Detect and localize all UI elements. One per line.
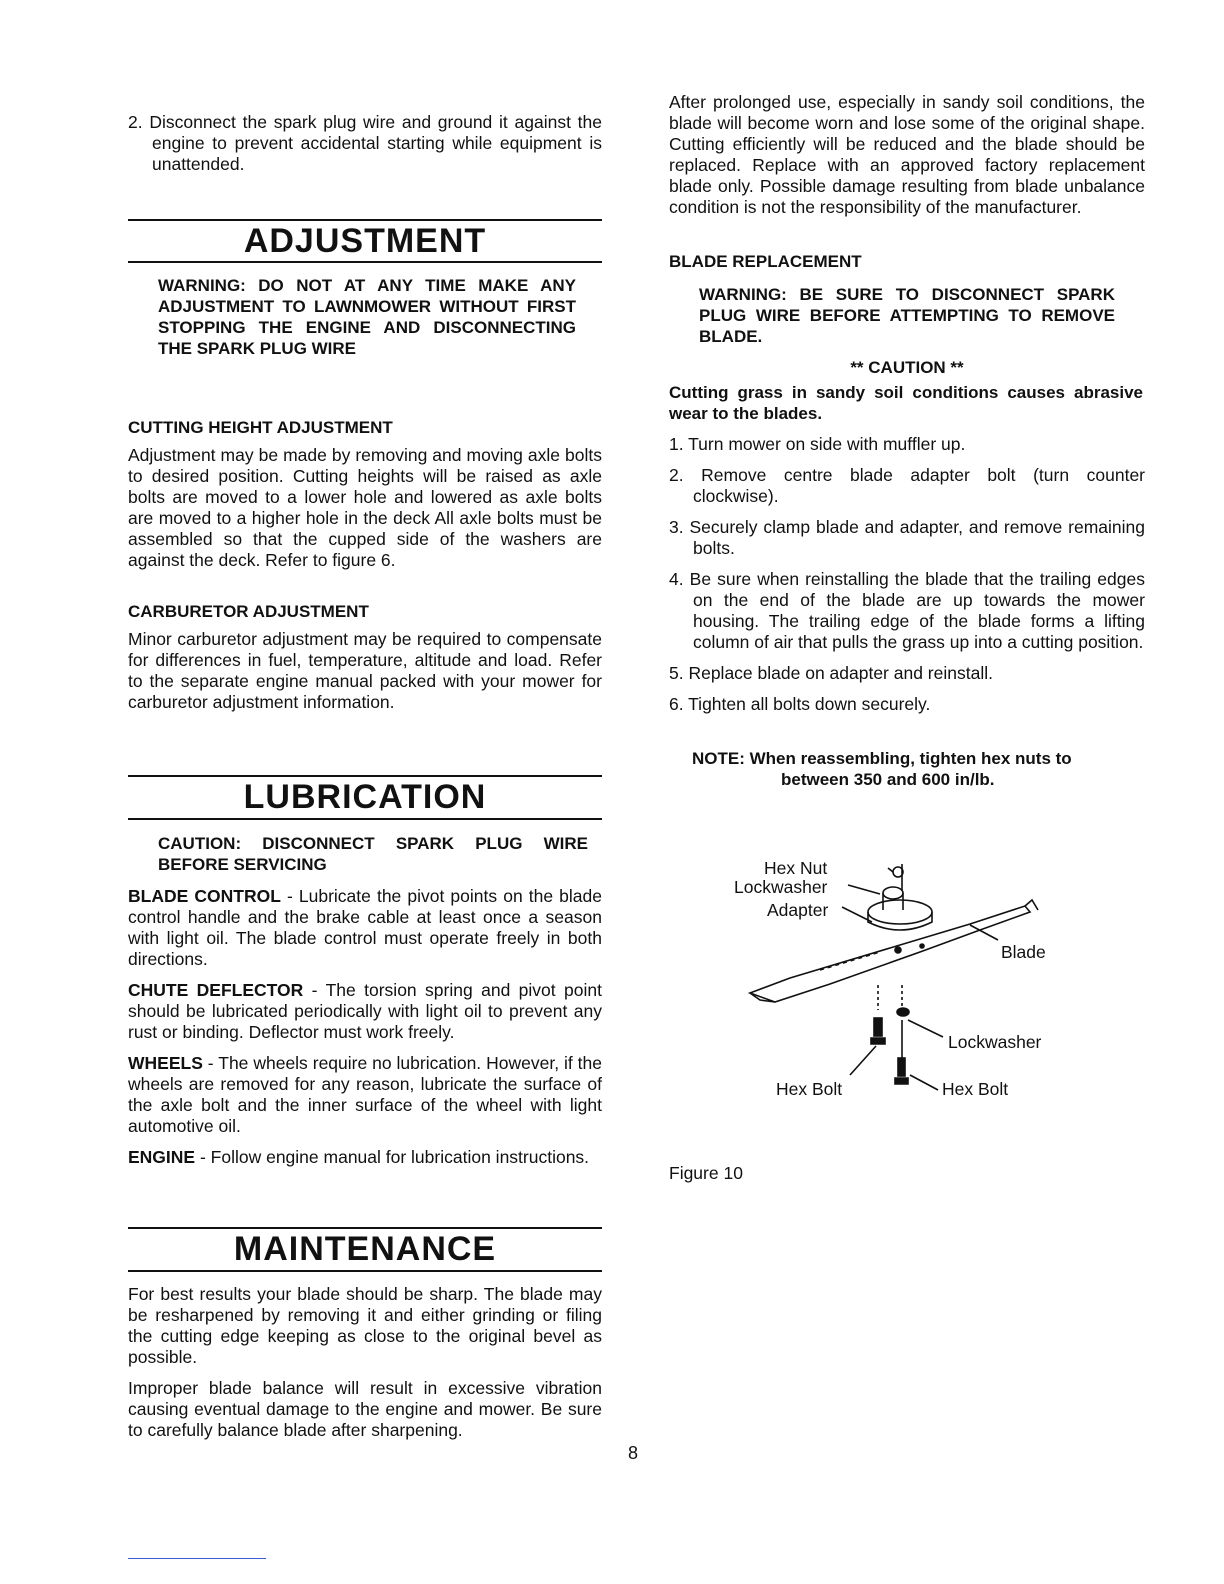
- carburetor-heading: CARBURETOR ADJUSTMENT: [128, 602, 369, 621]
- blade-replacement-heading: BLADE REPLACEMENT: [669, 252, 862, 271]
- adjustment-heading: ADJUSTMENT: [243, 222, 487, 260]
- adjustment-bottom-rule: [128, 261, 602, 263]
- lubrication-top-rule: [128, 775, 602, 777]
- step-5: 5. Replace blade on adapter and reinstall.: [669, 663, 993, 683]
- adjustment-warning: WARNING: DO NOT AT ANY TIME MAKE ANY ADJUSTMENT TO LAWNMOWER WITHOUT FIRST STOPPING THE ENGINE AND DISCONNECTING THE SPARK PLUG WIRE: [158, 276, 576, 358]
- chute-deflector-paragraph: CHUTE DEFLECTOR - The torsion spring and pivot point should be lubricated periodically with light oil to prevent any rust or binding. Deflector must work freely.: [128, 980, 602, 1042]
- label-hex-bolt-left: Hex Bolt: [776, 1079, 843, 1099]
- hex-bolt-right-shape: [898, 1058, 905, 1076]
- wheels-label: WHEELS: [128, 1053, 203, 1073]
- step-3: 3. Securely clamp blade and adapter, and remove remaining bolts.: [669, 517, 1145, 558]
- step-1: 1. Turn mower on side with muffler up.: [669, 434, 966, 454]
- adapter-shape: [868, 900, 932, 924]
- lubrication-heading: LUBRICATION: [243, 778, 487, 816]
- engine-label: ENGINE: [128, 1147, 196, 1167]
- carburetor-text: Minor carburetor adjustment may be required to compensate for differences in fuel, temperature, altitude and load. Refer to the separate engine manual packed with your mower for carburetor adjustment information.: [128, 629, 602, 712]
- cutting-height-text: Adjustment may be made by removing and moving axle bolts to desired position. Cutting heights will be raised as axle bolts are moved to a lower hole and lowered as axle bolts are moved to a higher hole in the deck All axle bolts must be assembled so that the cupped side of the washers are against the deck. Refer to figure 6.: [128, 445, 602, 570]
- maintenance-paragraph-2: Improper blade balance will result in excessive vibration causing eventual damage to the engine and mower. Be sure to carefully balance blade after sharpening.: [128, 1378, 602, 1440]
- step-2-disconnect: 2. Disconnect the spark plug wire and ground it against the engine to prevent accidental starting while equipment is unattended.: [128, 112, 602, 174]
- adjustment-top-rule: [128, 219, 602, 221]
- step-4: 4. Be sure when reinstalling the blade that the trailing edges on the end of the blade are up towards the mower housing. The trailing edge of the blade forms a lifting column of air that pulls the grass up into a cutting position.: [669, 569, 1145, 652]
- label-lockwasher-top: Lockwasher: [734, 877, 828, 897]
- lubrication-items: [128, 886, 602, 1168]
- maintenance-section: [128, 1284, 602, 1441]
- wheels-paragraph: WHEELS - The wheels require no lubrication. However, if the wheels are removed for any reason, lubricate the surface of the axle bolt and the inner surface of the wheel with light automotive oil.: [128, 1053, 602, 1136]
- lubrication-caution: CAUTION: DISCONNECT SPARK PLUG WIRE BEFORE SERVICING: [158, 834, 588, 874]
- label-blade: Blade: [1001, 942, 1046, 962]
- label-hex-bolt-right: Hex Bolt: [942, 1079, 1009, 1099]
- maintenance-heading: MAINTENANCE: [233, 1230, 497, 1268]
- page-number: 8: [628, 1443, 639, 1463]
- blade-replacement-warning: WARNING: BE SURE TO DISCONNECT SPARK PLUG WIRE BEFORE ATTEMPTING TO REMOVE BLADE.: [699, 285, 1115, 346]
- step-2: 2. Remove centre blade adapter bolt (turn counter clockwise).: [669, 465, 1145, 506]
- caution-text: Cutting grass in sandy soil conditions causes abrasive wear to the blades.: [669, 383, 1143, 423]
- label-hex-nut: Hex Nut: [764, 858, 828, 878]
- maintenance-bottom-rule: [128, 1270, 602, 1272]
- maintenance-top-rule: [128, 1227, 602, 1229]
- cutting-height-section: [128, 417, 602, 571]
- lockwasher-bottom-shape: [897, 1008, 909, 1016]
- lubrication-bottom-rule: [128, 818, 602, 820]
- note-line-2: between 350 and 600 in/lb.: [781, 770, 995, 789]
- hex-bolt-left-shape: [874, 1018, 882, 1036]
- blade-wear-intro: After prolonged use, especially in sandy soil conditions, the blade will become worn and lose some of the original shape. Cutting efficiently will be reduced and the blade should be replaced. Replace with an approved factory replacement blade only. Possible damage resulting from blade unbalance condition is not the responsibility of the manufacturer.: [669, 92, 1145, 217]
- blade-control-paragraph: BLADE CONTROL - Lubricate the pivot points on the blade control handle and the brake cable at least once a season with light oil. The blade control must operate freely in both directions.: [128, 886, 602, 969]
- bottom-edge-line: [128, 1558, 266, 1559]
- label-adapter: Adapter: [767, 900, 829, 920]
- carburetor-section: [128, 601, 602, 713]
- note-line-1: NOTE: When reassembling, tighten hex nuts to: [692, 749, 1072, 768]
- caution-title: ** CAUTION **: [850, 358, 964, 377]
- step-6: 6. Tighten all bolts down securely.: [669, 694, 931, 714]
- engine-paragraph: ENGINE - Follow engine manual for lubrication instructions.: [128, 1147, 590, 1167]
- label-lockwasher-bottom: Lockwasher: [948, 1032, 1042, 1052]
- blade-replacement-steps: [669, 434, 1145, 715]
- figure-caption: Figure 10: [669, 1163, 743, 1183]
- cutting-height-heading: CUTTING HEIGHT ADJUSTMENT: [128, 418, 393, 437]
- maintenance-paragraph-1: For best results your blade should be sharp. The blade may be resharpened by removing it and either grinding or filing the cutting edge keeping as close to the original bevel as possible.: [128, 1284, 602, 1367]
- chute-deflector-label: CHUTE DEFLECTOR: [128, 980, 304, 1000]
- blade-control-label: BLADE CONTROL: [128, 886, 281, 906]
